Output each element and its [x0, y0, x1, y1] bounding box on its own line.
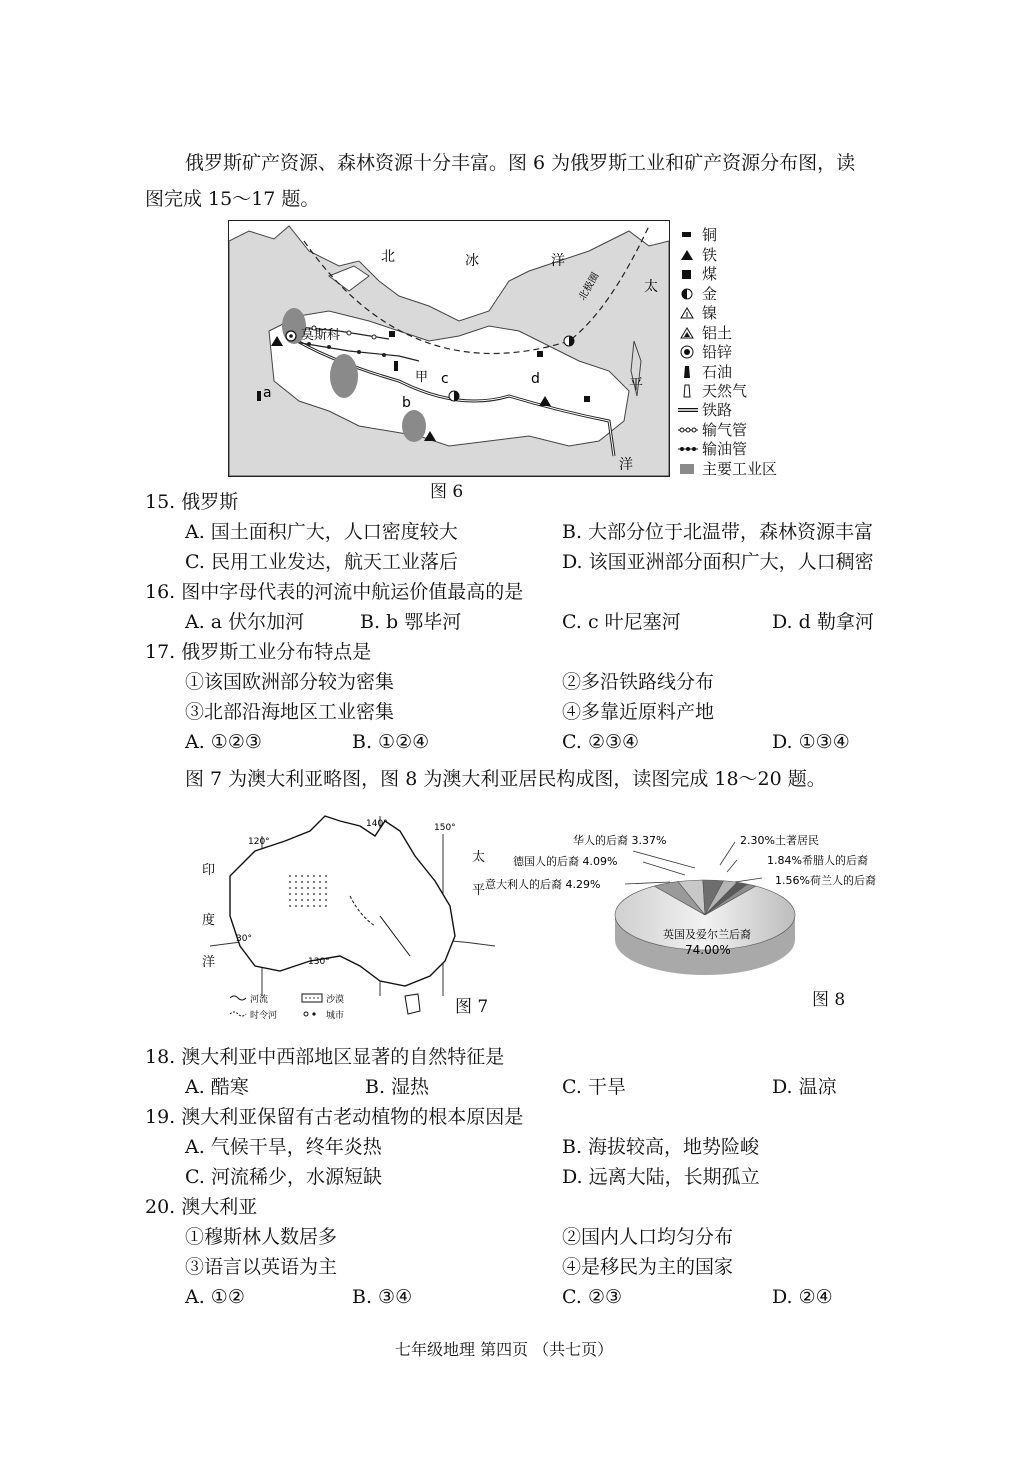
pie-chart-svg	[485, 820, 915, 1000]
q18-option-a[interactable]: A. 酷寒	[185, 1076, 249, 1098]
q15-option-c[interactable]: C. 民用工业发达，航天工业落后	[185, 551, 458, 573]
railway-icon	[678, 401, 698, 419]
label-yin: 印	[202, 863, 216, 878]
label-river-d: d	[531, 371, 540, 387]
q17-option-b[interactable]: B. ①②④	[352, 731, 430, 753]
page-footer: 七年级地理 第四页 （共七页）	[395, 1340, 614, 1359]
q20-statement-4: ④是移民为主的国家	[562, 1256, 734, 1278]
label-river-c: c	[441, 371, 449, 387]
q19-option-a[interactable]: A. 气候干旱，终年炎热	[185, 1136, 382, 1158]
label-north: 北	[381, 249, 395, 265]
q19-option-d[interactable]: D. 远离大陆，长期孤立	[562, 1166, 760, 1188]
q15-stem: 15. 俄罗斯	[145, 491, 239, 513]
q18-option-d[interactable]: D. 温凉	[772, 1076, 837, 1098]
figure-6-caption: 图 6	[430, 482, 464, 502]
q17-stem: 17. 俄罗斯工业分布特点是	[145, 641, 372, 663]
legend-seasonal-label: 时令河	[250, 1011, 278, 1021]
copper-icon	[678, 226, 698, 244]
q20-option-c[interactable]: C. ②③	[562, 1286, 623, 1308]
q17-statement-4: ④多靠近原料产地	[562, 701, 715, 723]
gas-pipeline-icon	[678, 421, 698, 439]
q17-statement-3: ③北部沿海地区工业密集	[185, 701, 395, 723]
q19-option-c[interactable]: C. 河流稀少，水源短缺	[185, 1166, 382, 1188]
q20-option-d[interactable]: D. ②④	[772, 1286, 833, 1308]
label-german: 德国人的后裔 4.09%	[513, 855, 618, 868]
legend-city-label: 城市	[326, 1011, 345, 1021]
figure-7-caption: 图 7	[455, 997, 489, 1017]
q18-stem: 18. 澳大利亚中西部地区显著的自然特征是	[145, 1046, 505, 1068]
q20-option-b[interactable]: B. ③④	[352, 1286, 413, 1308]
label-yang: 洋	[202, 955, 216, 970]
q17-statement-1: ①该国欧洲部分较为密集	[185, 671, 395, 693]
lon-120-label: 120°	[248, 837, 270, 847]
lat-30-label: 30°	[236, 934, 252, 944]
q15-option-d[interactable]: D. 该国亚洲部分面积广大，人口稠密	[562, 551, 874, 573]
label-italian: 意大利人的后裔 4.29%	[485, 878, 601, 891]
population-pie-chart	[485, 820, 915, 1000]
industrial-zone-icon	[678, 460, 698, 478]
q19-option-b[interactable]: B. 海拔较高，地势险峻	[562, 1136, 760, 1158]
label-greek: 1.84%希腊人的后裔	[767, 854, 868, 867]
iron-icon	[678, 246, 698, 264]
oil-pipeline-icon	[678, 440, 698, 458]
label-tai: 太	[644, 279, 658, 295]
label-aboriginal: 2.30%土著居民	[740, 834, 819, 847]
label-dutch: 1.56%荷兰人的后裔	[775, 874, 876, 887]
q16-option-d[interactable]: D. d 勒拿河	[772, 611, 874, 633]
label-ocean: 洋	[551, 253, 565, 269]
legend-river-label: 河流	[250, 995, 269, 1005]
q17-statement-2: ②多沿铁路线分布	[562, 671, 715, 693]
label-tai: 太	[472, 850, 486, 865]
label-chinese: 华人的后裔 3.37%	[573, 834, 667, 847]
lon-130-label: 130°	[308, 957, 330, 967]
nickel-icon	[678, 304, 698, 322]
gas-icon	[678, 382, 698, 400]
label-river-b: b	[402, 395, 411, 411]
lead-zinc-icon	[678, 343, 698, 361]
q20-stem: 20. 澳大利亚	[145, 1196, 258, 1218]
q20-statement-2: ②国内人口均匀分布	[562, 1226, 734, 1248]
legend-desert-label: 沙漠	[326, 995, 345, 1005]
q20-statement-1: ①穆斯林人数居多	[185, 1226, 338, 1248]
russia-map	[228, 220, 670, 477]
q16-stem: 16. 图中字母代表的河流中航运价值最高的是	[145, 581, 524, 603]
q16-option-c[interactable]: C. c 叶尼塞河	[562, 611, 681, 633]
industrial-zone-kuzbass	[402, 410, 426, 442]
tasmania	[405, 994, 420, 1014]
industrial-zone-urals	[330, 354, 358, 398]
label-arctic-circle: 北极圈	[577, 271, 602, 303]
figure-8-caption: 图 8	[812, 990, 846, 1010]
label-moscow: 莫斯科	[301, 328, 341, 343]
q16-option-b[interactable]: B. b 鄂毕河	[360, 611, 462, 633]
q17-option-a[interactable]: A. ①②③	[185, 731, 262, 753]
label-ice: 冰	[465, 253, 479, 269]
q18-option-c[interactable]: C. 干旱	[562, 1076, 626, 1098]
intro-line-1: 俄罗斯矿产资源、森林资源十分丰富。图 6 为俄罗斯工业和矿产资源分布图，读	[185, 152, 856, 174]
intro-2: 图 7 为澳大利亚略图，图 8 为澳大利亚居民构成图，读图完成 18～20 题。	[185, 768, 826, 790]
q15-option-b[interactable]: B. 大部分位于北温带，森林资源丰富	[562, 521, 874, 543]
q15-option-a[interactable]: A. 国土面积广大，人口密度较大	[185, 521, 458, 543]
gold-icon	[678, 285, 698, 303]
label-british-value: 74.00%	[685, 943, 731, 957]
lon-140-label: 140°	[366, 819, 388, 829]
australia-map	[200, 806, 495, 1028]
lon-150-label: 150°	[434, 823, 456, 833]
q20-option-a[interactable]: A. ①②	[185, 1286, 245, 1308]
australia-map-svg	[200, 806, 495, 1028]
label-british: 英国及爱尔兰后裔	[663, 928, 751, 941]
q18-option-b[interactable]: B. 湿热	[365, 1076, 430, 1098]
label-river-a: a	[263, 385, 272, 401]
label-du: 度	[202, 913, 216, 928]
label-jia: 甲	[415, 370, 429, 385]
q20-statement-3: ③语言以英语为主	[185, 1256, 338, 1278]
q16-option-a[interactable]: A. a 伏尔加河	[185, 611, 305, 633]
intro-line-2: 图完成 15～17 题。	[145, 188, 320, 210]
q19-stem: 19. 澳大利亚保留有古老动植物的根本原因是	[145, 1106, 524, 1128]
q17-option-d[interactable]: D. ①③④	[772, 731, 850, 753]
oil-icon	[678, 363, 698, 381]
label-ping: 平	[629, 377, 643, 393]
label-yang2: 洋	[619, 457, 633, 473]
bauxite-icon	[678, 324, 698, 342]
q17-option-c[interactable]: C. ②③④	[562, 731, 640, 753]
coal-icon	[678, 265, 698, 283]
russia-map-svg	[229, 221, 669, 476]
label-ping: 平	[472, 883, 486, 898]
